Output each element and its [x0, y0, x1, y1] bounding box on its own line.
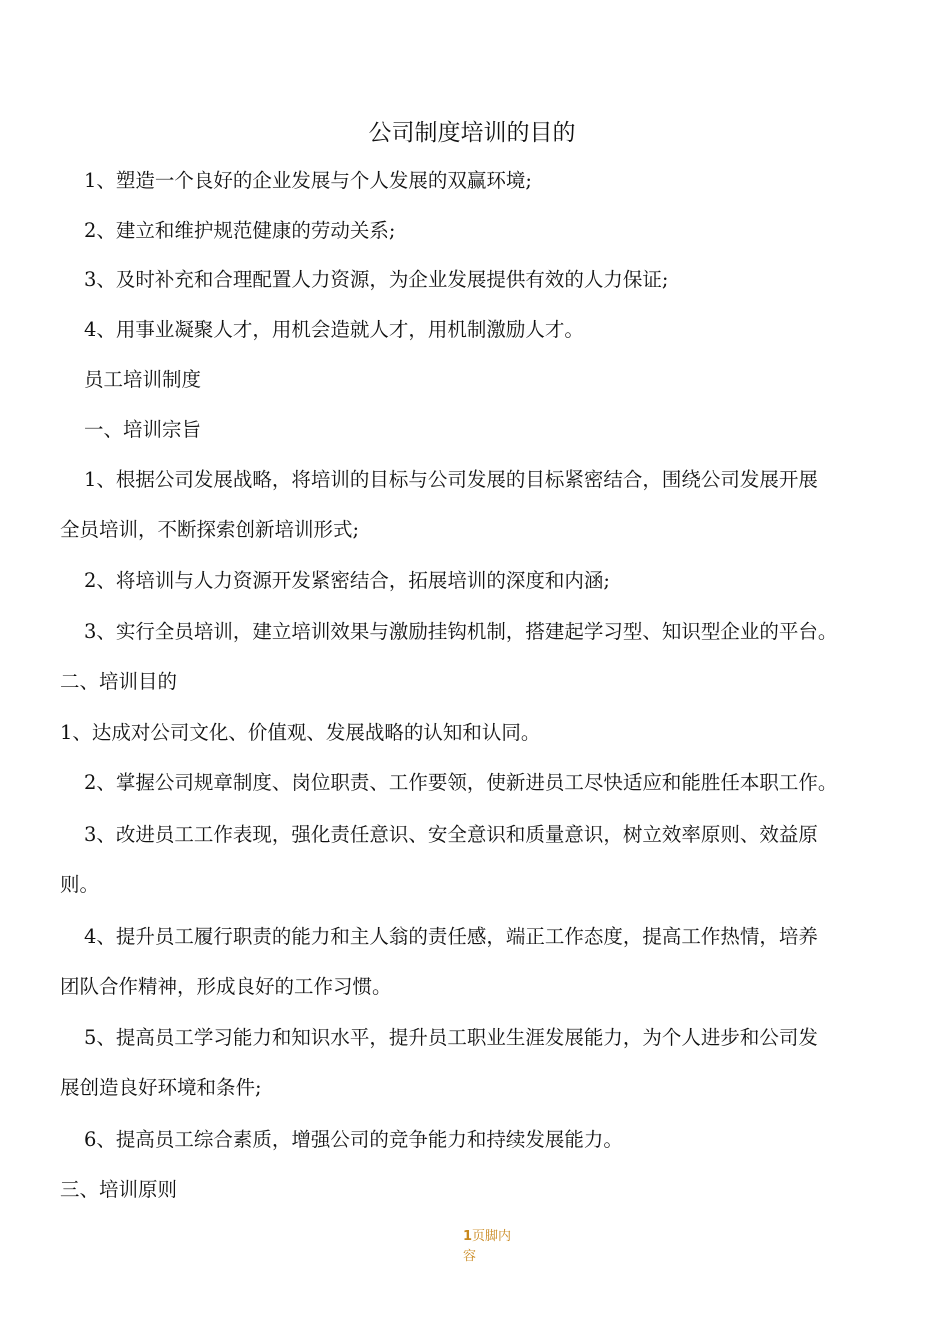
paragraph-line: 3、改进员工工作表现，强化责任意识、安全意识和质量意识，树立效率原则、效益原	[84, 823, 818, 846]
paragraph-line: 4、用事业凝聚人才，用机会造就人才，用机制激励人才。	[84, 318, 584, 341]
paragraph-line: 全员培训，不断探索创新培训形式;	[60, 518, 360, 541]
section-heading: 一、培训宗旨	[84, 418, 202, 441]
paragraph-line: 6、提高员工综合素质，增强公司的竞争能力和持续发展能力。	[84, 1128, 623, 1151]
paragraph-line: 3、实行全员培训，建立培训效果与激励挂钩机制，搭建起学习型、知识型企业的平台。	[84, 620, 838, 643]
footer-line-1	[463, 1227, 523, 1247]
section-heading: 二、培训目的	[60, 670, 178, 693]
document-title: 公司制度培训的目的	[368, 120, 576, 146]
page-footer	[463, 1227, 523, 1267]
section-heading: 员工培训制度	[84, 368, 202, 391]
paragraph-line: 2、建立和维护规范健康的劳动关系;	[84, 219, 396, 242]
paragraph-line: 1、达成对公司文化、价值观、发展战略的认知和认同。	[60, 721, 541, 744]
paragraph-line: 2、掌握公司规章制度、岗位职责、工作要领，使新进员工尽快适应和能胜任本职工作。	[84, 771, 838, 794]
paragraph-line: 展创造良好环境和条件;	[60, 1076, 262, 1099]
paragraph-line: 1、根据公司发展战略，将培训的目标与公司发展的目标紧密结合，围绕公司发展开展	[84, 468, 818, 491]
footer-line-2: 容	[463, 1249, 477, 1264]
paragraph-line: 2、将培训与人力资源开发紧密结合，拓展培训的深度和内涵;	[84, 569, 610, 592]
paragraph-line: 3、及时补充和合理配置人力资源，为企业发展提供有效的人力保证;	[84, 268, 669, 291]
section-heading: 三、培训原则	[60, 1178, 178, 1201]
footer-text: 页脚内	[472, 1229, 512, 1244]
paragraph-line: 5、提高员工学习能力和知识水平，提升员工职业生涯发展能力，为个人进步和公司发	[84, 1026, 818, 1049]
page-number: 1	[463, 1229, 473, 1244]
paragraph-line: 团队合作精神，形成良好的工作习惯。	[60, 975, 392, 998]
paragraph-line: 4、提升员工履行职责的能力和主人翁的责任感，端正工作态度，提高工作热情，培养	[84, 925, 818, 948]
paragraph-line: 1、塑造一个良好的企业发展与个人发展的双赢环境;	[84, 169, 532, 192]
paragraph-line: 则。	[60, 873, 100, 896]
